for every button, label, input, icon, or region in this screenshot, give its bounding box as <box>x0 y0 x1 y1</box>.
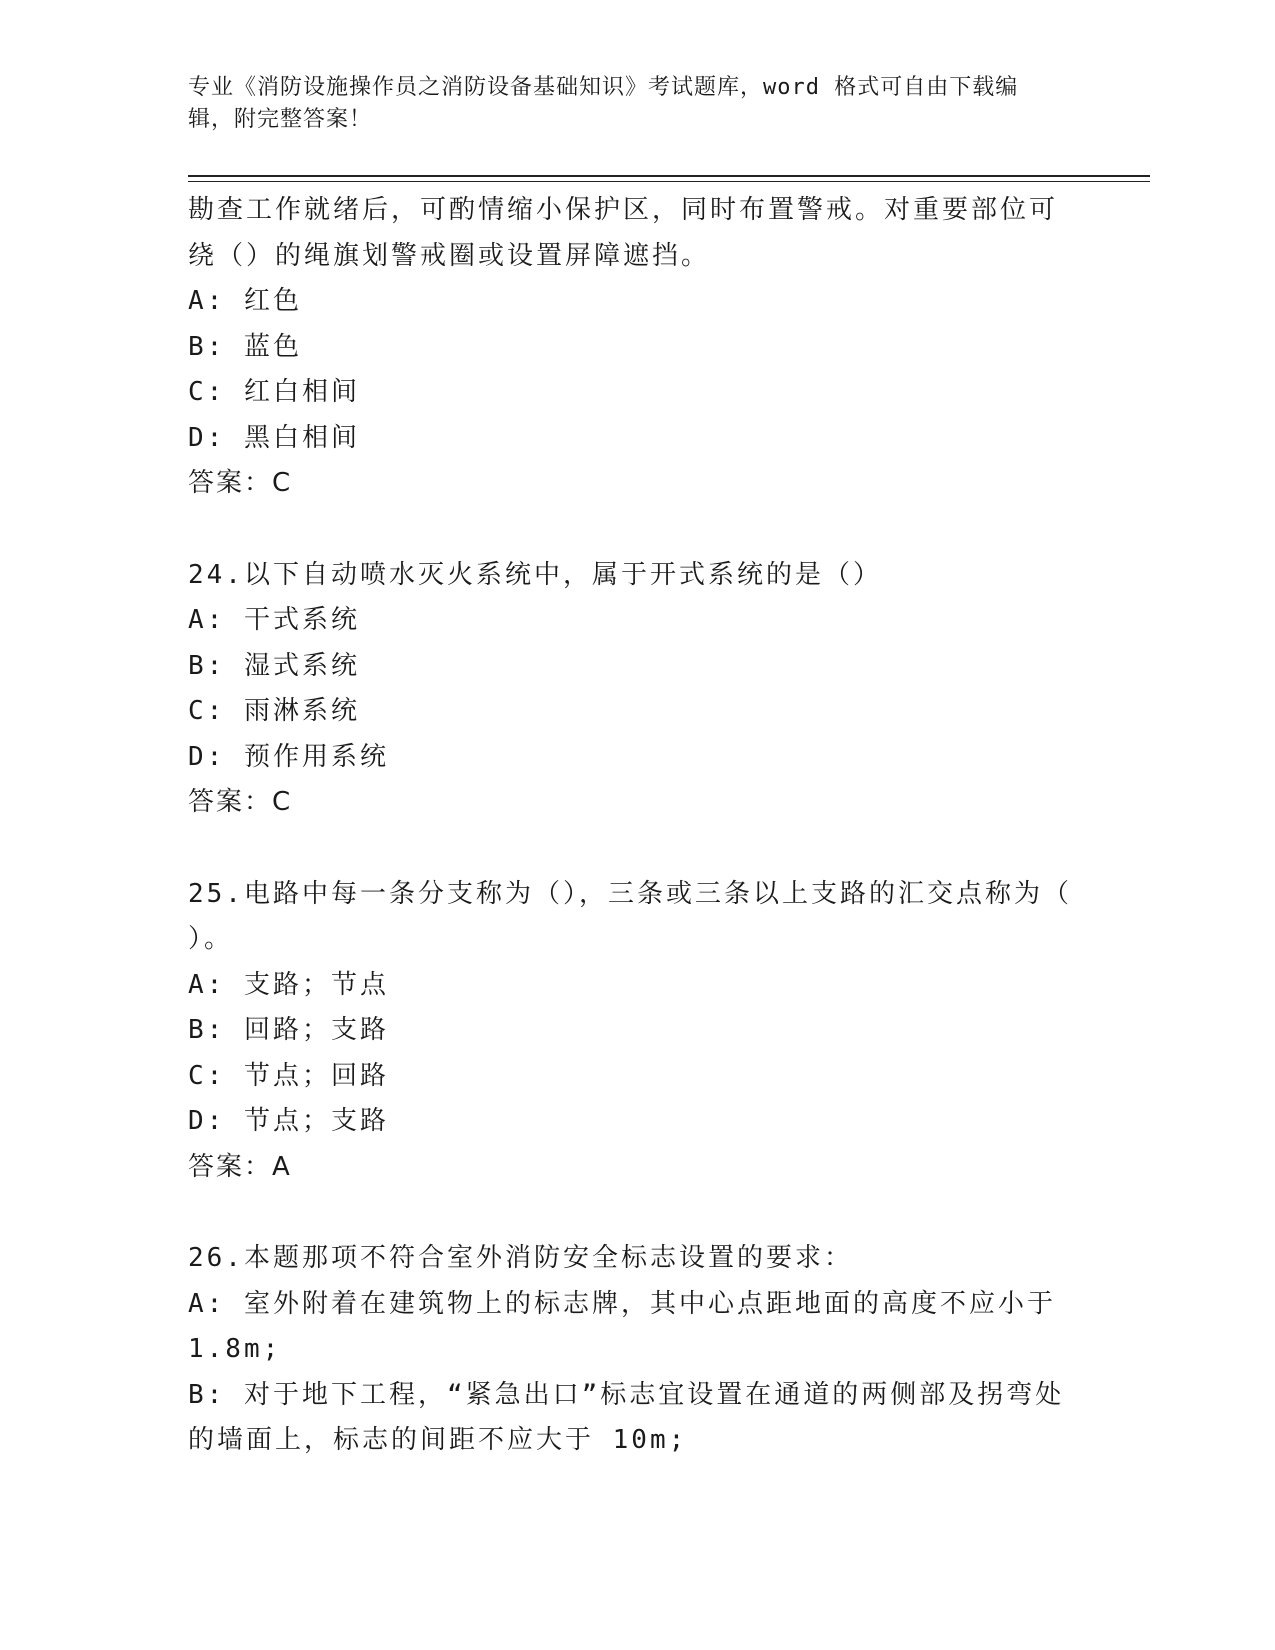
header-divider-thin <box>188 181 1150 182</box>
option-d: D: 黑白相间 <box>188 422 360 453</box>
option-b: B: 湿式系统 <box>188 650 360 681</box>
option-a: A: 支路；节点 <box>188 969 389 1000</box>
header-line-1: 专业《消防设施操作员之消防设备基础知识》考试题库，word 格式可自由下载编 <box>188 75 1019 100</box>
question-stem: 24.以下自动喷水灭火系统中，属于开式系统的是（） <box>188 559 882 590</box>
option-c: C: 红白相间 <box>188 377 360 407</box>
spacer <box>188 507 1088 553</box>
spacer <box>188 826 1088 872</box>
option-d: D: 预作用系统 <box>188 741 389 772</box>
answer: 答案：C <box>188 787 293 817</box>
question-stem: 26.本题那项不符合室外消防安全标志设置的要求： <box>188 1243 853 1273</box>
option-b: B: 对于地下工程，“紧急出口”标志宜设置在通道的两侧部及拐弯处 <box>188 1379 1065 1410</box>
question-24 <box>188 553 1088 826</box>
option-c: C: 节点；回路 <box>188 1060 389 1091</box>
option-a: 1.8m; <box>188 1334 282 1364</box>
question-stem: 25.电路中每一条分支称为（），三条或三条以上支路的汇交点称为（ <box>188 878 1072 909</box>
header-line-2: 辑，附完整答案！ <box>188 107 373 132</box>
question-26 <box>188 1236 1088 1464</box>
option-a: A: 室外附着在建筑物上的标志牌，其中心点距地面的高度不应小于 <box>188 1288 1056 1319</box>
question-stem: 勘查工作就绪后，可酌情缩小保护区，同时布置警戒。对重要部位可 <box>188 195 1059 225</box>
option-a: A: 干式系统 <box>188 605 360 635</box>
question-stem: 绕（）的绳旗划警戒圈或设置屏障遮挡。 <box>188 240 711 271</box>
header-divider-thick <box>188 175 1150 177</box>
option-d: D: 节点；支路 <box>188 1106 389 1136</box>
option-a: A: 红色 <box>188 286 302 316</box>
question-list <box>188 188 1088 1464</box>
answer: 答案：A <box>188 1151 292 1182</box>
question-stem: ）。 <box>188 924 234 954</box>
option-b: 的墙面上，标志的间距不应大于 10m; <box>188 1425 688 1455</box>
option-b: B: 回路；支路 <box>188 1015 389 1045</box>
answer: 答案：C <box>188 468 293 498</box>
spacer <box>188 1190 1088 1236</box>
option-b: B: 蓝色 <box>188 331 302 362</box>
question-23 <box>188 188 1088 507</box>
question-25 <box>188 872 1088 1191</box>
option-c: C: 雨淋系统 <box>188 696 360 726</box>
document-header <box>188 72 1068 136</box>
